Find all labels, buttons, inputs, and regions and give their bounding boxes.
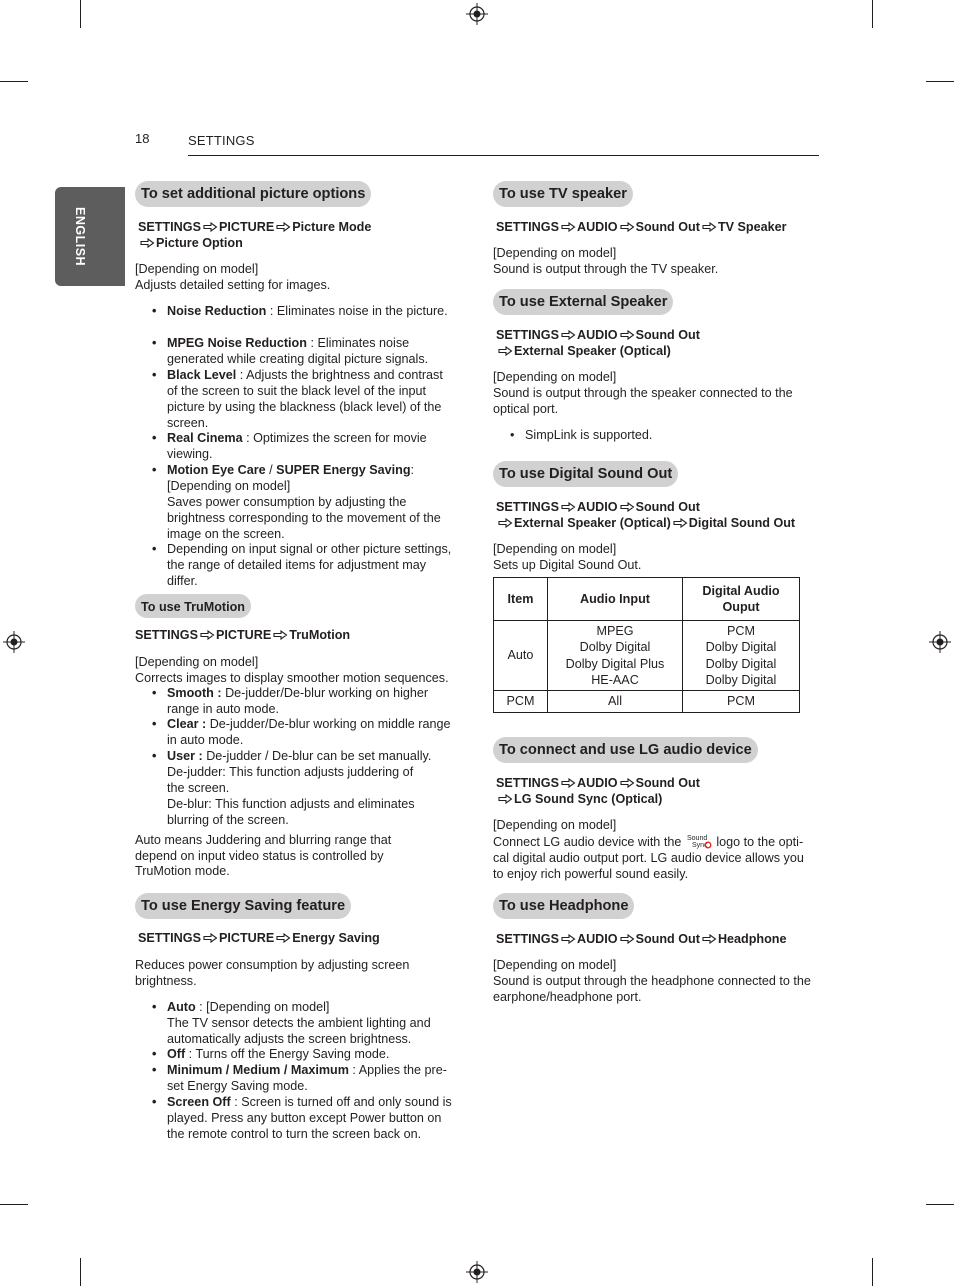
crop-mark <box>872 1258 873 1286</box>
registration-mark-icon <box>929 631 951 653</box>
heading-energy-saving: To use Energy Saving feature <box>135 893 351 919</box>
table-row <box>494 691 800 713</box>
arrow-icon <box>203 933 218 943</box>
heading-trumotion: To use TruMotion <box>135 594 251 618</box>
registration-mark-icon <box>466 3 488 25</box>
arrow-icon <box>620 502 635 512</box>
crop-mark <box>872 0 873 28</box>
list-item: • MPEG Noise Reduction : Eliminates noise generated while creating digital picture signals. <box>152 336 429 366</box>
registration-mark-icon <box>466 1261 488 1283</box>
digital-sound-out-description: [Depending on model] Sets up Digital Sound Out. <box>493 542 642 572</box>
arrow-icon <box>276 222 291 232</box>
heading-tv-speaker: To use TV speaker <box>493 181 633 207</box>
header-rule <box>188 155 819 156</box>
arrow-icon <box>702 934 717 944</box>
menu-path-headphone: SETTINGS AUDIO Sound Out Headphone <box>496 932 787 946</box>
table-cell: MPEG Dolby Digital Dolby Digital Plus HE-AAC <box>548 621 683 691</box>
menu-path-external-speaker: SETTINGS AUDIO Sound Out External Speaker (Optical) <box>496 328 700 358</box>
crop-mark <box>80 0 81 28</box>
table-cell: PCM <box>494 691 548 713</box>
arrow-icon <box>702 222 717 232</box>
trumotion-description: [Depending on model] Corrects images to display smoother motion sequences. <box>135 655 449 685</box>
page-number: 18 <box>135 131 150 146</box>
crop-mark <box>0 81 28 82</box>
menu-path-trumotion: SETTINGS PICTURE TruMotion <box>135 628 351 642</box>
arrow-icon <box>561 330 576 340</box>
list-item: • Real Cinema : Optimizes the screen for movie viewing. <box>152 431 427 461</box>
table-cell: All <box>548 691 683 713</box>
arrow-icon <box>200 630 215 640</box>
arrow-icon <box>561 222 576 232</box>
list-item: • Depending on input signal or other picture settings, the range of detailed items for adjustment may differ. <box>152 542 452 588</box>
arrow-icon <box>620 222 635 232</box>
list-item: • Off : Turns off the Energy Saving mode. <box>152 1047 390 1061</box>
list-item: • Clear : De-judder/De-blur working on middle range in auto mode. <box>152 717 451 747</box>
svg-text:Sound: Sound <box>686 835 708 842</box>
crop-mark <box>926 1204 954 1205</box>
language-tab-label: ENGLISH <box>73 207 87 267</box>
tv-speaker-description: [Depending on model] Sound is output through the TV speaker. <box>493 246 719 276</box>
picture-description: [Depending on model] Adjusts detailed setting for images. <box>135 262 331 292</box>
headphone-description: [Depending on model] Sound is output through the headphone connected to the earphone/headphone port. <box>493 958 811 1004</box>
crop-mark <box>0 1204 28 1205</box>
list-item: • Auto : [Depending on model] The TV sensor detects the ambient lighting and automatically adjusts the screen brightness. <box>152 1000 431 1046</box>
arrow-icon <box>620 934 635 944</box>
list-item: • Minimum / Medium / Maximum : Applies the pre-set Energy Saving mode. <box>152 1063 447 1093</box>
list-item: • Black Level : Adjusts the brightness and contrast of the screen to suit the black level of the input picture by using the blackness (black level) of the screen. <box>152 368 443 430</box>
heading-picture-options: To set additional picture options <box>135 181 371 207</box>
list-item: • Screen Off : Screen is turned off and only sound is played. Press any button except Power button on the remote control to turn the screen back on. <box>152 1095 452 1141</box>
menu-path-lg-sound-sync: SETTINGS AUDIO Sound Out LG Sound Sync (Optical) <box>496 776 700 806</box>
table-row <box>494 621 800 691</box>
heading-lg-audio-device: To connect and use LG audio device <box>493 737 758 763</box>
list-item: • User : De-judder / De-blur can be set manually. De-judder: This function adjusts juddering of the screen. De-blur: This function adjusts and eliminates blurring of the screen. <box>152 749 432 827</box>
arrow-icon <box>273 630 288 640</box>
menu-path-energy-saving: SETTINGS PICTURE Energy Saving <box>138 931 380 945</box>
arrow-icon <box>561 934 576 944</box>
registration-mark-icon <box>3 631 25 653</box>
menu-path-tv-speaker: SETTINGS AUDIO Sound Out TV Speaker <box>496 220 787 234</box>
list-item: • Motion Eye Care / SUPER Energy Saving: [Depending on model] Saves power consumption by adjusting the brightness corresponding to the movement of the image on the screen. <box>152 463 441 541</box>
arrow-icon <box>498 794 513 804</box>
arrow-icon <box>561 502 576 512</box>
svg-text:Sync: Sync <box>691 842 708 849</box>
heading-headphone: To use Headphone <box>493 893 634 919</box>
arrow-icon <box>561 778 576 788</box>
crop-mark <box>926 81 954 82</box>
crop-mark <box>80 1258 81 1286</box>
energy-description: Reduces power consumption by adjusting screen brightness. <box>135 958 410 988</box>
table-header-cell: Item <box>494 578 548 621</box>
sound-sync-logo-icon <box>685 833 713 849</box>
arrow-icon <box>203 222 218 232</box>
table-cell: PCM <box>683 691 800 713</box>
heading-external-speaker: To use External Speaker <box>493 289 673 315</box>
digital-sound-out-table <box>493 577 800 713</box>
arrow-icon <box>498 518 513 528</box>
table-header-cell: Digital Audio Ouput <box>683 578 800 621</box>
arrow-icon <box>620 330 635 340</box>
table-header-cell: Audio Input <box>548 578 683 621</box>
trumotion-note: Auto means Juddering and blurring range that depend on input video status is controlled by TruMotion mode. <box>135 833 392 879</box>
table-cell: Auto <box>494 621 548 691</box>
arrow-icon <box>140 238 155 248</box>
list-item: • Noise Reduction : Eliminates noise in the picture. <box>152 304 448 318</box>
external-speaker-description: [Depending on model] Sound is output through the speaker connected to the optical port. <box>493 370 793 416</box>
arrow-icon <box>498 346 513 356</box>
arrow-icon <box>620 778 635 788</box>
table-cell: PCM Dolby Digital Dolby Digital Dolby Digital <box>683 621 800 691</box>
list-item: • Smooth : De-judder/De-blur working on higher range in auto mode. <box>152 686 429 716</box>
menu-path-digital-sound-out: SETTINGS AUDIO Sound Out External Speaker (Optical) Digital Sound Out <box>496 500 796 530</box>
lg-audio-description: [Depending on model] Connect LG audio device with the Sound Sync logo to the opti- cal digital audio output port. LG audio device allows you to enjoy rich powerful sound easily. <box>493 818 804 881</box>
section-title: SETTINGS <box>188 133 255 148</box>
menu-path-picture-option: SETTINGS PICTURE Picture Mode Picture Option <box>138 220 372 250</box>
arrow-icon <box>673 518 688 528</box>
language-tab <box>55 187 125 286</box>
arrow-icon <box>276 933 291 943</box>
heading-digital-sound-out: To use Digital Sound Out <box>493 461 678 487</box>
table-header-row <box>494 578 800 621</box>
list-item: • SimpLink is supported. <box>510 428 653 442</box>
